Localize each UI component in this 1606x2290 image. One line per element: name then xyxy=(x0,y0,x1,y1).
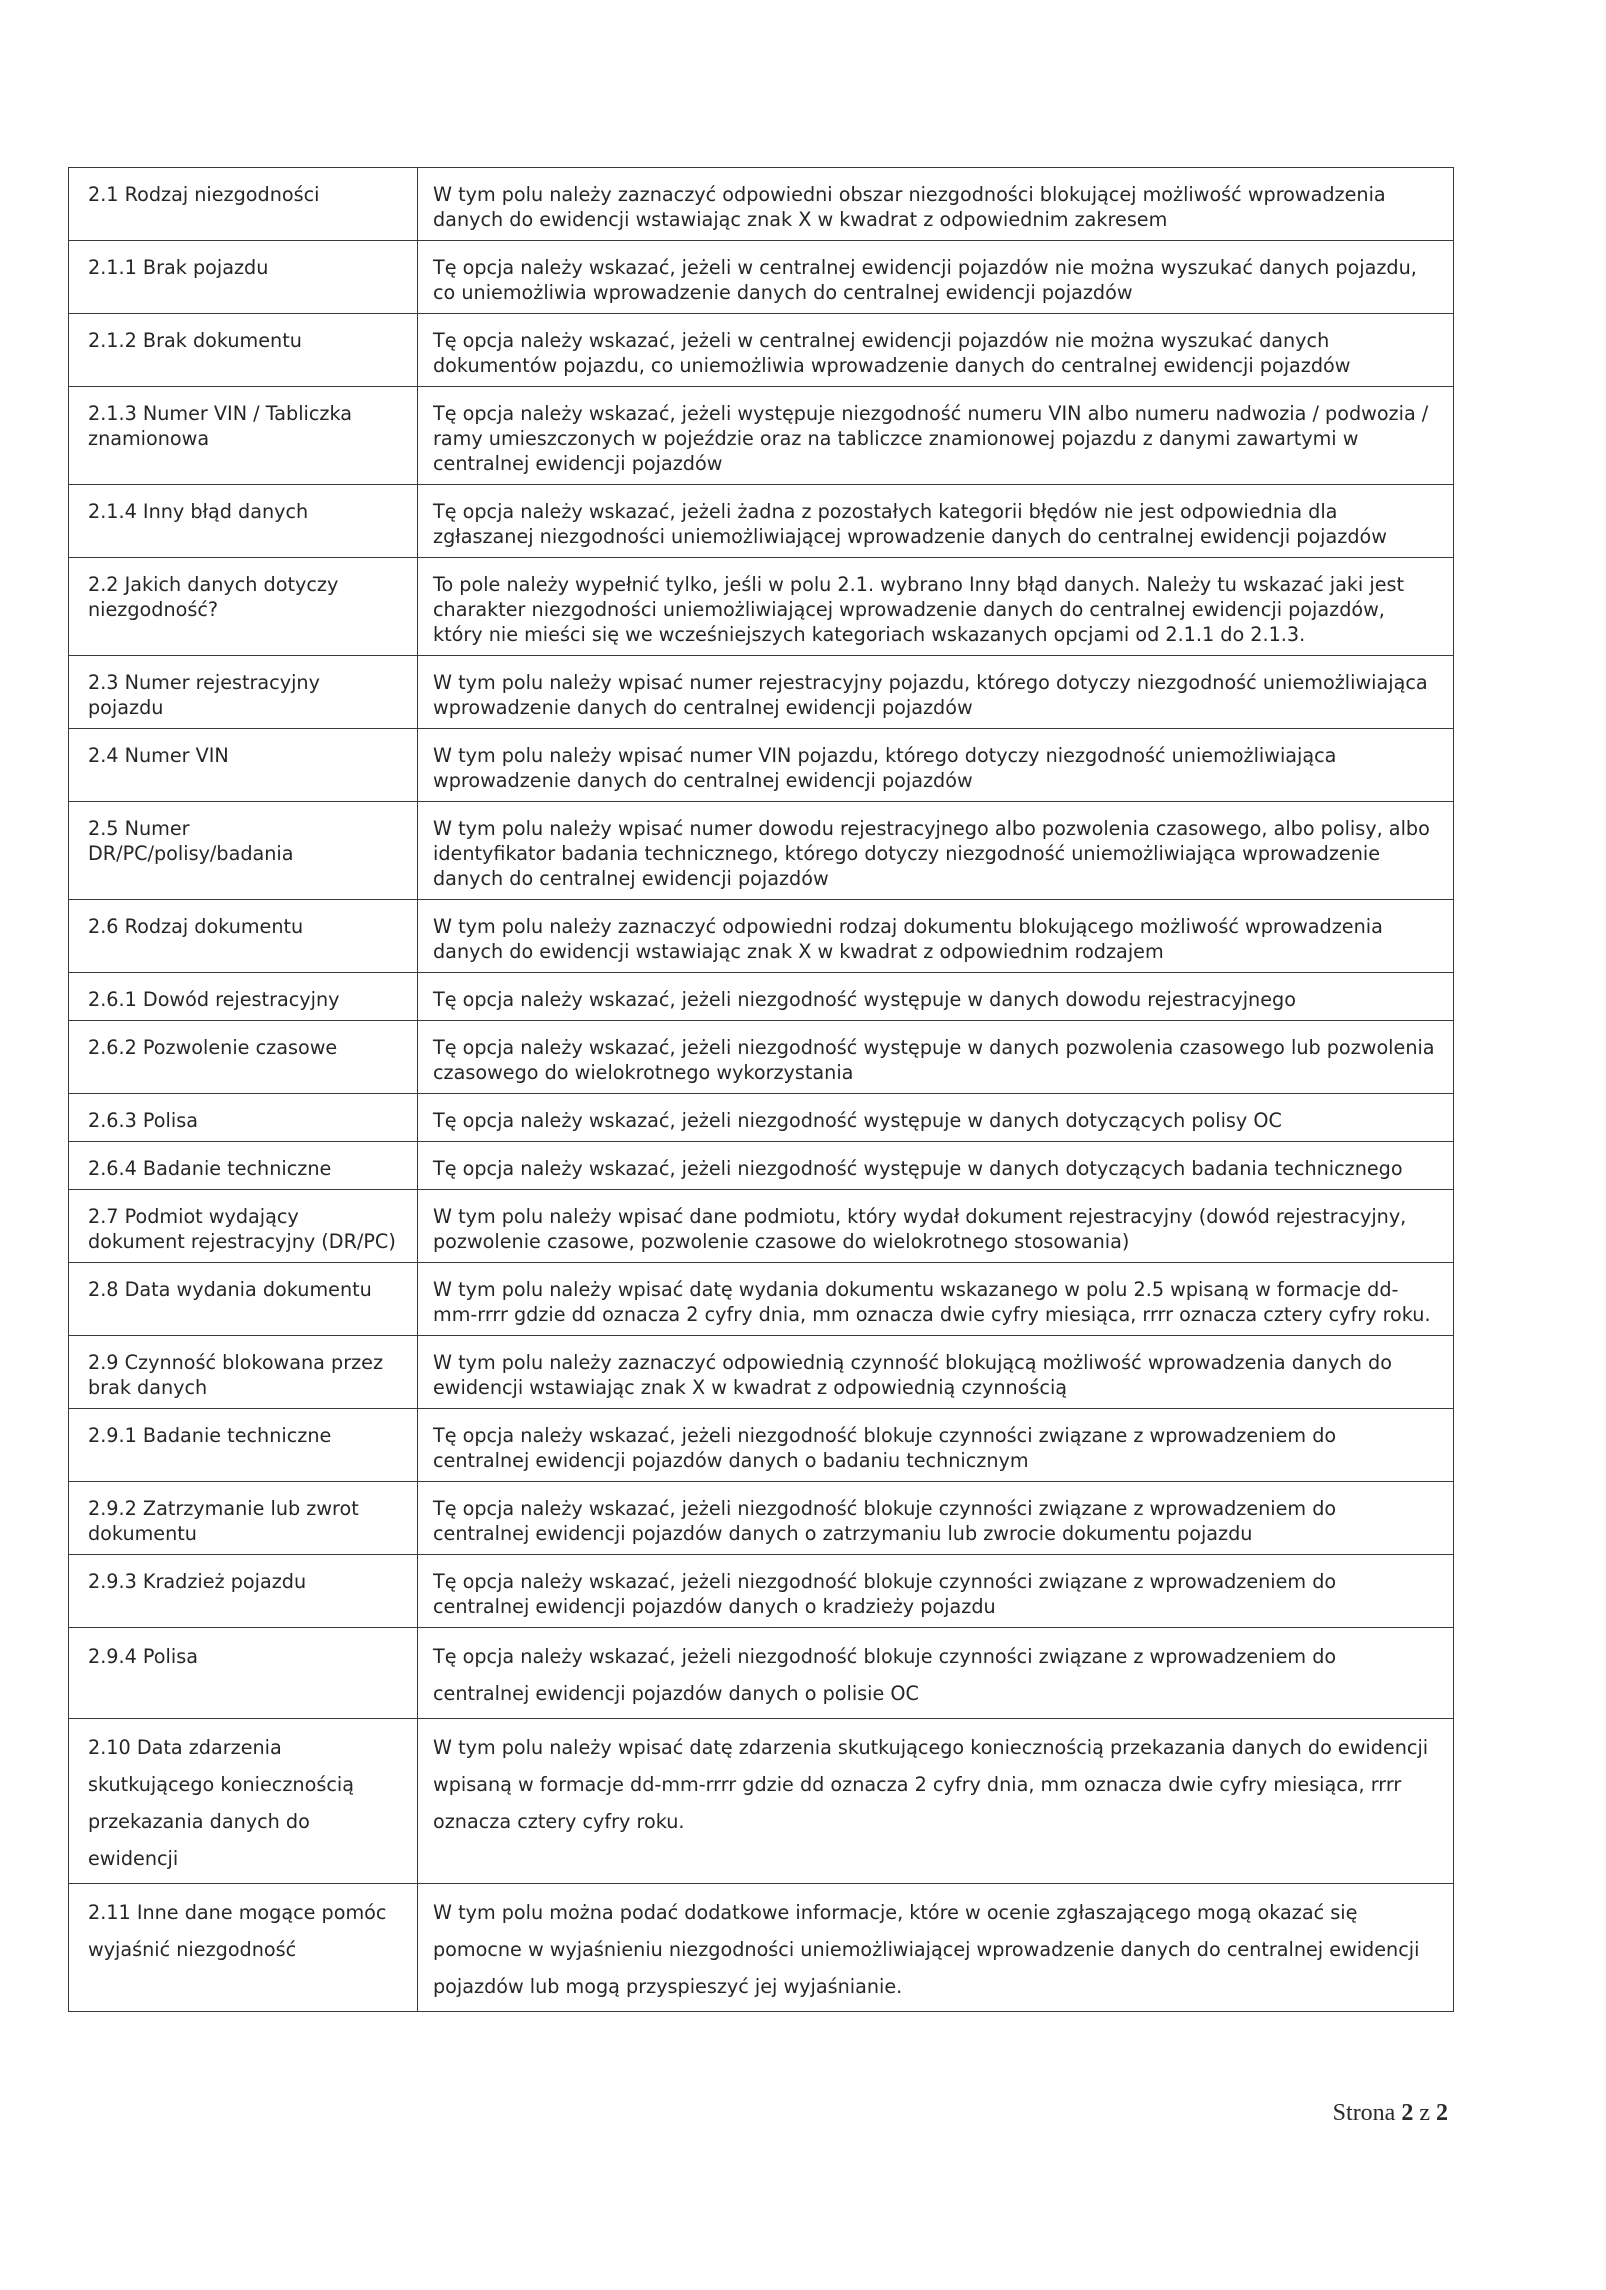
field-label-cell: 2.1.2 Brak dokumentu xyxy=(69,314,418,387)
field-explanation-table xyxy=(68,167,1454,2012)
table-row xyxy=(69,656,1454,729)
table-row xyxy=(69,1094,1454,1142)
field-label-cell: 2.9 Czynność blokowana przez brak danych xyxy=(69,1336,418,1409)
field-label-cell: 2.9.4 Polisa xyxy=(69,1628,418,1719)
footer-total-pages: 2 xyxy=(1436,2100,1448,2126)
field-label-cell: 2.7 Podmiot wydający dokument rejestracyjny (DR/PC) xyxy=(69,1190,418,1263)
field-label-cell: 2.10 Data zdarzenia skutkującego koniecznością przekazania danych do ewidencji xyxy=(69,1719,418,1884)
field-label-cell: 2.1.3 Numer VIN / Tabliczka znamionowa xyxy=(69,387,418,485)
table-row xyxy=(69,802,1454,900)
table-row xyxy=(69,1628,1454,1719)
field-description-cell: Tę opcja należy wskazać, jeżeli niezgodność blokuje czynności związane z wprowadzeniem do centralnej ewidencji pojazdów danych o kradzieży pojazdu xyxy=(418,1555,1454,1628)
field-description-cell: Tę opcja należy wskazać, jeżeli niezgodność występuje w danych pozwolenia czasowego lub pozwolenia czasowego do wielokrotnego wykorzystania xyxy=(418,1021,1454,1094)
table-row xyxy=(69,1263,1454,1336)
footer-page-number: 2 xyxy=(1401,2100,1414,2126)
table-row xyxy=(69,1142,1454,1190)
field-description-cell: W tym polu należy wpisać numer VIN pojazdu, którego dotyczy niezgodność uniemożliwiająca wprowadzenie danych do centralnej ewidencji pojazdów xyxy=(418,729,1454,802)
table-row xyxy=(69,168,1454,241)
field-label-cell: 2.3 Numer rejestracyjny pojazdu xyxy=(69,656,418,729)
field-description-cell: Tę opcja należy wskazać, jeżeli niezgodność blokuje czynności związane z wprowadzeniem do centralnej ewidencji pojazdów danych o badaniu technicznym xyxy=(418,1409,1454,1482)
field-label-cell: 2.6 Rodzaj dokumentu xyxy=(69,900,418,973)
field-label-cell: 2.9.3 Kradzież pojazdu xyxy=(69,1555,418,1628)
field-label-cell: 2.6.3 Polisa xyxy=(69,1094,418,1142)
table-row xyxy=(69,1409,1454,1482)
table-row xyxy=(69,1336,1454,1409)
field-label-cell: 2.9.2 Zatrzymanie lub zwrot dokumentu xyxy=(69,1482,418,1555)
field-description-cell: W tym polu należy wpisać numer rejestracyjny pojazdu, którego dotyczy niezgodność uniemożliwiająca wprowadzenie danych do centralnej ewidencji pojazdów xyxy=(418,656,1454,729)
footer-prefix: Strona xyxy=(1332,2100,1396,2126)
field-label-cell: 2.5 Numer DR/PC/polisy/badania xyxy=(69,802,418,900)
table-row xyxy=(69,1021,1454,1094)
table-row xyxy=(69,1555,1454,1628)
table-row xyxy=(69,1190,1454,1263)
field-description-cell: Tę opcja należy wskazać, jeżeli niezgodność blokuje czynności związane z wprowadzeniem do centralnej ewidencji pojazdów danych o zatrzymaniu lub zwrocie dokumentu pojazdu xyxy=(418,1482,1454,1555)
table-row xyxy=(69,729,1454,802)
field-description-cell: W tym polu należy wpisać datę wydania dokumentu wskazanego w polu 2.5 wpisaną w formacje dd-mm-rrrr gdzie dd oznacza 2 cyfry dnia, mm oznacza dwie cyfry miesiąca, rrrr oznacza cztery cyfry roku. xyxy=(418,1263,1454,1336)
field-label-cell: 2.6.2 Pozwolenie czasowe xyxy=(69,1021,418,1094)
field-label-cell: 2.1.4 Inny błąd danych xyxy=(69,485,418,558)
field-description-cell: W tym polu można podać dodatkowe informacje, które w ocenie zgłaszającego mogą okazać się pomocne w wyjaśnieniu niezgodności uniemożliwiającej wprowadzenie danych do centralnej ewidencji pojazdów lub mogą przyspieszyć jej wyjaśnianie. xyxy=(418,1884,1454,2012)
field-description-cell: Tę opcja należy wskazać, jeżeli niezgodność występuje w danych dotyczących polisy OC xyxy=(418,1094,1454,1142)
table-row xyxy=(69,314,1454,387)
field-description-cell: Tę opcja należy wskazać, jeżeli występuje niezgodność numeru VIN albo numeru nadwozia / podwozia / ramy umieszczonych w pojeździe oraz na tabliczce znamionowej pojazdu z danymi zawartymi w centralnej ewidencji pojazdów xyxy=(418,387,1454,485)
page-footer xyxy=(1333,2100,1448,2127)
field-description-cell: W tym polu należy zaznaczyć odpowiedni obszar niezgodności blokującej możliwość wprowadzenia danych do ewidencji wstawiając znak X w kwadrat z odpowiednim zakresem xyxy=(418,168,1454,241)
field-label-cell: 2.6.4 Badanie techniczne xyxy=(69,1142,418,1190)
field-description-cell: W tym polu należy wpisać dane podmiotu, który wydał dokument rejestracyjny (dowód rejestracyjny, pozwolenie czasowe, pozwolenie czasowe do wielokrotnego stosowania) xyxy=(418,1190,1454,1263)
field-description-cell: Tę opcja należy wskazać, jeżeli niezgodność występuje w danych dotyczących badania technicznego xyxy=(418,1142,1454,1190)
field-description-cell: W tym polu należy zaznaczyć odpowiedni rodzaj dokumentu blokującego możliwość wprowadzenia danych do ewidencji wstawiając znak X w kwadrat z odpowiednim rodzajem xyxy=(418,900,1454,973)
field-description-cell: W tym polu należy zaznaczyć odpowiednią czynność blokującą możliwość wprowadzenia danych do ewidencji wstawiając znak X w kwadrat z odpowiednią czynnością xyxy=(418,1336,1454,1409)
field-label-cell: 2.9.1 Badanie techniczne xyxy=(69,1409,418,1482)
table-row xyxy=(69,387,1454,485)
field-label-cell: 2.1.1 Brak pojazdu xyxy=(69,241,418,314)
field-description-cell: Tę opcja należy wskazać, jeżeli w centralnej ewidencji pojazdów nie można wyszukać danych dokumentów pojazdu, co uniemożliwia wprowadzenie danych do centralnej ewidencji pojazdów xyxy=(418,314,1454,387)
field-label-cell: 2.11 Inne dane mogące pomóc wyjaśnić niezgodność xyxy=(69,1884,418,2012)
field-label-cell: 2.6.1 Dowód rejestracyjny xyxy=(69,973,418,1021)
table-row xyxy=(69,900,1454,973)
field-description-cell: Tę opcja należy wskazać, jeżeli w centralnej ewidencji pojazdów nie można wyszukać danych pojazdu, co uniemożliwia wprowadzenie danych do centralnej ewidencji pojazdów xyxy=(418,241,1454,314)
table-row xyxy=(69,558,1454,656)
table-row xyxy=(69,485,1454,558)
footer-separator: z xyxy=(1419,2100,1430,2126)
field-description-cell: Tę opcja należy wskazać, jeżeli żadna z pozostałych kategorii błędów nie jest odpowiednia dla zgłaszanej niezgodności uniemożliwiającej wprowadzenie danych do centralnej ewidencji pojazdów xyxy=(418,485,1454,558)
field-description-cell: To pole należy wypełnić tylko, jeśli w polu 2.1. wybrano Inny błąd danych. Należy tu wskazać jaki jest charakter niezgodności uniemożliwiającej wprowadzenie danych do centralnej ewidencji pojazdów, który nie mieści się we wcześniejszych kategoriach wskazanych opcjami od 2.1.1 do 2.1.3. xyxy=(418,558,1454,656)
table-row xyxy=(69,1482,1454,1555)
table-row xyxy=(69,241,1454,314)
field-label-cell: 2.2 Jakich danych dotyczy niezgodność? xyxy=(69,558,418,656)
field-description-cell: W tym polu należy wpisać numer dowodu rejestracyjnego albo pozwolenia czasowego, albo polisy, albo identyfikator badania technicznego, którego dotyczy niezgodność uniemożliwiająca wprowadzenie danych do centralnej ewidencji pojazdów xyxy=(418,802,1454,900)
field-label-cell: 2.4 Numer VIN xyxy=(69,729,418,802)
field-label-cell: 2.1 Rodzaj niezgodności xyxy=(69,168,418,241)
field-label-cell: 2.8 Data wydania dokumentu xyxy=(69,1263,418,1336)
table-row xyxy=(69,973,1454,1021)
field-description-cell: Tę opcja należy wskazać, jeżeli niezgodność występuje w danych dowodu rejestracyjnego xyxy=(418,973,1454,1021)
field-description-cell: Tę opcja należy wskazać, jeżeli niezgodność blokuje czynności związane z wprowadzeniem do centralnej ewidencji pojazdów danych o polisie OC xyxy=(418,1628,1454,1719)
explanation-table-container xyxy=(68,167,1453,2012)
table-row xyxy=(69,1719,1454,1884)
field-description-cell: W tym polu należy wpisać datę zdarzenia skutkującego koniecznością przekazania danych do ewidencji wpisaną w formacje dd-mm-rrrr gdzie dd oznacza 2 cyfry dnia, mm oznacza dwie cyfry miesiąca, rrrr oznacza cztery cyfry roku. xyxy=(418,1719,1454,1884)
table-row xyxy=(69,1884,1454,2012)
